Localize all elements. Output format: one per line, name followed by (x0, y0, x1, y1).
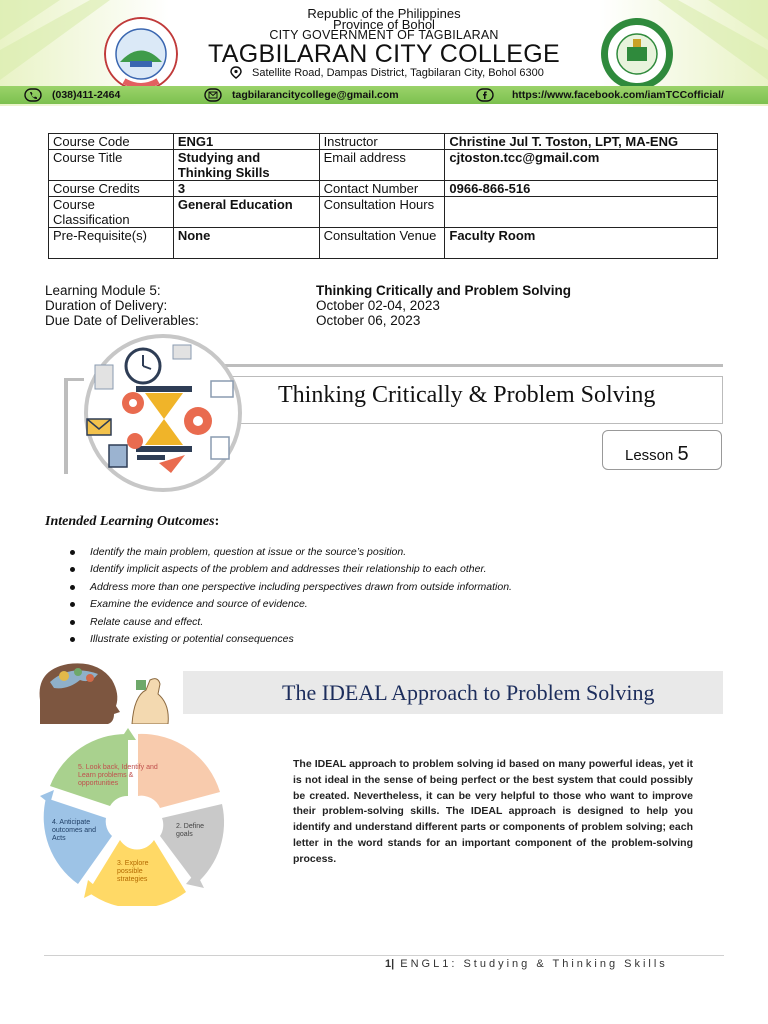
prerequisite-label: Pre-Requisite(s) (49, 228, 174, 259)
facebook-icon (476, 88, 494, 102)
contact-number-value: 0966-866-516 (445, 181, 718, 197)
footer-text: ENGL1: Studying & Thinking Skills (400, 958, 668, 970)
instructor-value: Christine Jul T. Toston, LPT, MA-ENG (445, 134, 718, 150)
module-label: Learning Module 5: (45, 283, 161, 298)
module-values (316, 283, 571, 328)
college-name: TAGBILARAN CITY COLLEGE (208, 40, 560, 68)
module-title: Thinking Critically and Problem Solving (316, 283, 572, 298)
ideal-description: The IDEAL approach to problem solving id based on many powerful ideas, yet it is not ideal in the sense of being perfect or the best system that could possibly be created. Nevertheless, it can be very helpful to those who want to improve their problem-solving skills. The IDEAL approach is designed to help you identify and understand different parts or components of problem solving; each letter in the word stands for an important component of the problem-solving process. (293, 758, 693, 865)
contact-number-label: Contact Number (319, 181, 445, 197)
lesson-label: Lesson (625, 447, 674, 464)
instructor-label: Instructor (319, 134, 445, 150)
due-date-value: October 06, 2023 (316, 313, 421, 328)
consultation-venue-value: Faculty Room (445, 228, 718, 259)
lesson-number: 5 (677, 443, 689, 465)
city-government-line: CITY GOVERNMENT OF TAGBILARAN (269, 28, 499, 42)
course-info-table (48, 133, 718, 259)
facebook-link[interactable]: https://www.facebook.com/iamTCCofficial/ (512, 89, 724, 101)
consultation-venue-label: Consultation Venue (319, 228, 445, 259)
lesson-title: Thinking Critically & Problem Solving (278, 382, 656, 408)
lesson-indicator (625, 443, 689, 466)
address-text: Satellite Road, Dampas District, Tagbilaran City, Bohol 6300 (252, 67, 544, 79)
course-credits-label: Course Credits (49, 181, 174, 197)
phone-contact (24, 88, 120, 102)
list-item: Address more than one perspective including perspectives drawn from outside information. (70, 579, 512, 596)
step-5-text: 5. Look back, Identify and Learn problems & opportunities (78, 764, 158, 787)
email-contact (204, 88, 399, 102)
outcomes-list (70, 544, 512, 648)
list-item: Identify the main problem, question at issue or the source’s position. (70, 544, 512, 561)
course-title-label: Course Title (49, 150, 174, 181)
table-row (49, 228, 718, 259)
email-link[interactable]: tagbilarancitycollege@gmail.com (232, 89, 399, 101)
course-code-label: Course Code (49, 134, 174, 150)
wheel-step-2-label: 2. Define goals (176, 823, 205, 838)
table-row (49, 134, 718, 150)
productivity-illustration (73, 333, 253, 493)
footer-separator: | (391, 958, 395, 970)
duration-label: Duration of Delivery: (45, 298, 168, 313)
table-row (49, 197, 718, 228)
list-item: Identify implicit aspects of the problem and addresses their relationship to each other. (70, 561, 512, 578)
thinking-head-illustration (28, 660, 180, 724)
consultation-hours-value (445, 197, 718, 228)
ideal-title: The IDEAL Approach to Problem Solving (282, 680, 655, 705)
prerequisite-value: None (173, 228, 319, 259)
province-line: Province of Bohol (333, 17, 435, 32)
outcomes-colon: : (214, 514, 220, 529)
classification-value: General Education (173, 197, 319, 228)
location-pin-icon (228, 66, 244, 80)
classification-label: Course Classification (49, 197, 174, 228)
republic-line: Republic of the Philippines (307, 6, 461, 21)
list-item: Relate cause and effect. (70, 614, 512, 631)
course-title-value: Studying and Thinking Skills (173, 150, 319, 181)
table-row (49, 150, 718, 181)
wheel-step-4-label: 4. Anticipate outcomes and Acts (52, 819, 96, 842)
banner-top-rule (195, 364, 723, 367)
banner-left-rule (64, 378, 68, 474)
list-item: Examine the evidence and source of evidence. (70, 596, 512, 613)
letterhead (0, 0, 768, 106)
table-row (49, 181, 718, 197)
outcomes-heading (45, 514, 219, 530)
address (228, 66, 544, 80)
course-credits-value: 3 (173, 181, 319, 197)
facebook-contact (476, 88, 724, 102)
contact-bar (0, 86, 768, 104)
envelope-icon (204, 88, 222, 102)
email-value: cjtoston.tcc@gmail.com (445, 150, 718, 181)
consultation-hours-label: Consultation Hours (319, 197, 445, 228)
course-code-value: ENG1 (173, 134, 319, 150)
page-number: 1 (385, 958, 392, 970)
due-date-label: Due Date of Deliverables: (45, 313, 199, 328)
footer-rule (44, 955, 724, 956)
email-label: Email address (319, 150, 445, 181)
outcomes-title: Intended Learning Outcomes (45, 514, 215, 529)
page-footer (385, 958, 668, 970)
duration-value: October 02-04, 2023 (316, 298, 440, 313)
wheel-step-3-label: 3. Explore possible strategies (117, 860, 149, 883)
phone-number: (038)411-2464 (52, 89, 121, 101)
phone-icon (24, 88, 42, 102)
wheel-step-5-label (78, 764, 162, 788)
list-item: Illustrate existing or potential consequences (70, 631, 512, 648)
module-labels (45, 283, 199, 328)
